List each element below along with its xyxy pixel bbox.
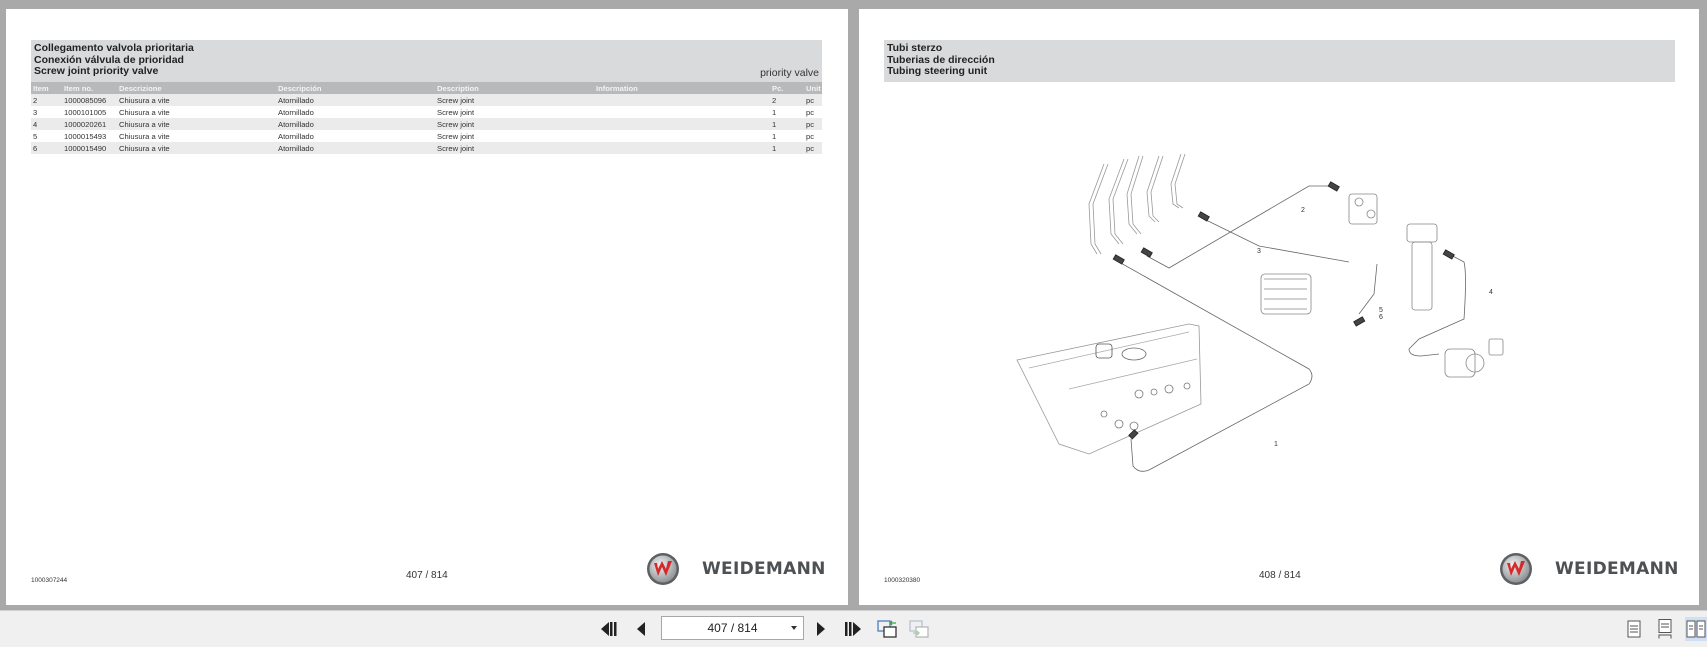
col-item-no: Item no. [62, 82, 117, 94]
first-page-icon [600, 621, 618, 637]
weidemann-logo [1499, 552, 1679, 586]
brand-wordmark: WEIDEMANN [1555, 559, 1679, 579]
last-page-button[interactable] [843, 619, 863, 639]
cell-descrizione: Chiusura a vite [117, 130, 276, 142]
table-row [31, 106, 822, 118]
priority-valve [1349, 194, 1377, 224]
col-item: Item [31, 82, 62, 94]
table-row [31, 130, 822, 142]
cell-unit: pc [804, 118, 822, 130]
page-number: 408 / 814 [1259, 570, 1301, 581]
callout-6: 6 [1379, 314, 1383, 321]
pdf-page-408 [859, 9, 1699, 605]
cell-descrizione: Chiusura a vite [117, 118, 276, 130]
cell-description: Screw joint [435, 94, 594, 106]
prev-page-icon [635, 621, 647, 637]
continuous-view-button[interactable] [1654, 617, 1676, 641]
table-row [31, 142, 822, 154]
cell-descrizione: Chiusura a vite [117, 142, 276, 154]
title-italian: Collegamento valvola prioritaria [34, 42, 194, 54]
cell-descrizione: Chiusura a vite [117, 94, 276, 106]
cell-information [594, 118, 770, 130]
callout-4: 4 [1489, 289, 1493, 296]
cell-description: Screw joint [435, 130, 594, 142]
cell-descripcion: Atornillado [276, 94, 435, 106]
page-header [31, 40, 822, 82]
continuous-page-icon [1658, 619, 1672, 639]
cell-pc: 1 [770, 130, 804, 142]
hydraulic-tank-drawing [1017, 324, 1201, 454]
filter-housing [1407, 224, 1437, 310]
cell-item-no: 1000085096 [62, 94, 117, 106]
single-page-view-button[interactable] [1623, 617, 1645, 641]
col-descrizione: Descrizione [117, 82, 276, 94]
title-italian: Tubi sterzo [887, 42, 943, 54]
weidemann-emblem-icon [1499, 552, 1533, 586]
back-view-button[interactable] [876, 619, 900, 639]
callout-2: 2 [1301, 207, 1305, 214]
cell-description: Screw joint [435, 118, 594, 130]
cell-description: Screw joint [435, 106, 594, 118]
cell-unit: pc [804, 94, 822, 106]
cell-pc: 2 [770, 94, 804, 106]
cell-item: 6 [31, 142, 62, 154]
document-number: 1000320380 [884, 577, 921, 584]
next-page-button[interactable] [811, 619, 831, 639]
viewer-toolbar [0, 610, 1707, 647]
cell-descripcion: Atornillado [276, 106, 435, 118]
page-header [884, 40, 1675, 82]
table-row [31, 118, 822, 130]
cell-pc: 1 [770, 106, 804, 118]
cell-information [594, 94, 770, 106]
cell-pc: 1 [770, 118, 804, 130]
fittings [1113, 182, 1454, 439]
cell-information [594, 142, 770, 154]
document-number: 1000307244 [31, 577, 68, 584]
first-page-button[interactable] [599, 619, 619, 639]
last-page-icon [844, 621, 862, 637]
cell-item: 4 [31, 118, 62, 130]
callout-3: 3 [1257, 248, 1261, 255]
cell-item: 2 [31, 94, 62, 106]
cell-information [594, 106, 770, 118]
cell-unit: pc [804, 142, 822, 154]
two-page-view-button[interactable] [1685, 617, 1707, 641]
steering-tubing-diagram [1009, 144, 1549, 504]
weidemann-emblem-icon [646, 552, 680, 586]
col-unit: Unit [806, 83, 821, 93]
table-header-row [31, 82, 822, 94]
title-english: Screw joint priority valve [34, 65, 159, 77]
cell-item-no: 1000101005 [62, 106, 117, 118]
forward-view-button[interactable] [908, 619, 932, 639]
callout-5: 5 [1379, 307, 1383, 314]
cell-descripcion: Atornillado [276, 118, 435, 130]
hose-lines [1119, 186, 1466, 471]
callout-1: 1 [1274, 441, 1278, 448]
cell-unit: pc [804, 106, 822, 118]
two-page-icon [1686, 620, 1706, 638]
cell-description: Screw joint [435, 142, 594, 154]
forward-view-icon [909, 619, 931, 639]
cell-item-no: 1000015493 [62, 130, 117, 142]
cell-unit: pc [804, 130, 822, 142]
single-page-icon [1627, 620, 1641, 638]
title-spanish: Conexión válvula de prioridad [34, 53, 184, 66]
pdf-page-407 [6, 9, 848, 605]
cell-item-no: 1000020261 [62, 118, 117, 130]
col-descripcion: Descripción [276, 82, 435, 94]
page-number: 407 / 814 [406, 570, 448, 581]
page-number-value: 407 / 814 [707, 621, 758, 635]
parts-table [31, 82, 822, 154]
header-right-label: priority valve [760, 67, 819, 79]
cell-item-no: 1000015490 [62, 142, 117, 154]
cell-item: 5 [31, 130, 62, 142]
brand-wordmark: WEIDEMANN [702, 559, 826, 579]
cell-descrizione: Chiusura a vite [117, 106, 276, 118]
title-spanish: Tuberias de dirección [887, 53, 995, 66]
col-information: Information [594, 82, 770, 94]
page-number-input[interactable] [661, 616, 804, 640]
weidemann-logo [646, 552, 826, 586]
title-english: Tubing steering unit [887, 65, 988, 77]
control-valve-block [1261, 274, 1311, 314]
chevron-down-icon[interactable] [791, 626, 797, 630]
cell-information [594, 130, 770, 142]
pipe-set [1089, 154, 1185, 254]
back-view-icon [877, 619, 899, 639]
cell-descripcion: Atornillado [276, 142, 435, 154]
next-page-icon [815, 621, 827, 637]
col-description: Description [435, 82, 594, 94]
col-pc: Pc. [770, 82, 804, 94]
previous-page-button[interactable] [631, 619, 651, 639]
cell-descripcion: Atornillado [276, 130, 435, 142]
table-row [31, 94, 822, 106]
hydraulic-pump [1445, 339, 1503, 377]
cell-pc: 1 [770, 142, 804, 154]
callout-labels [1257, 207, 1493, 448]
cell-item: 3 [31, 106, 62, 118]
